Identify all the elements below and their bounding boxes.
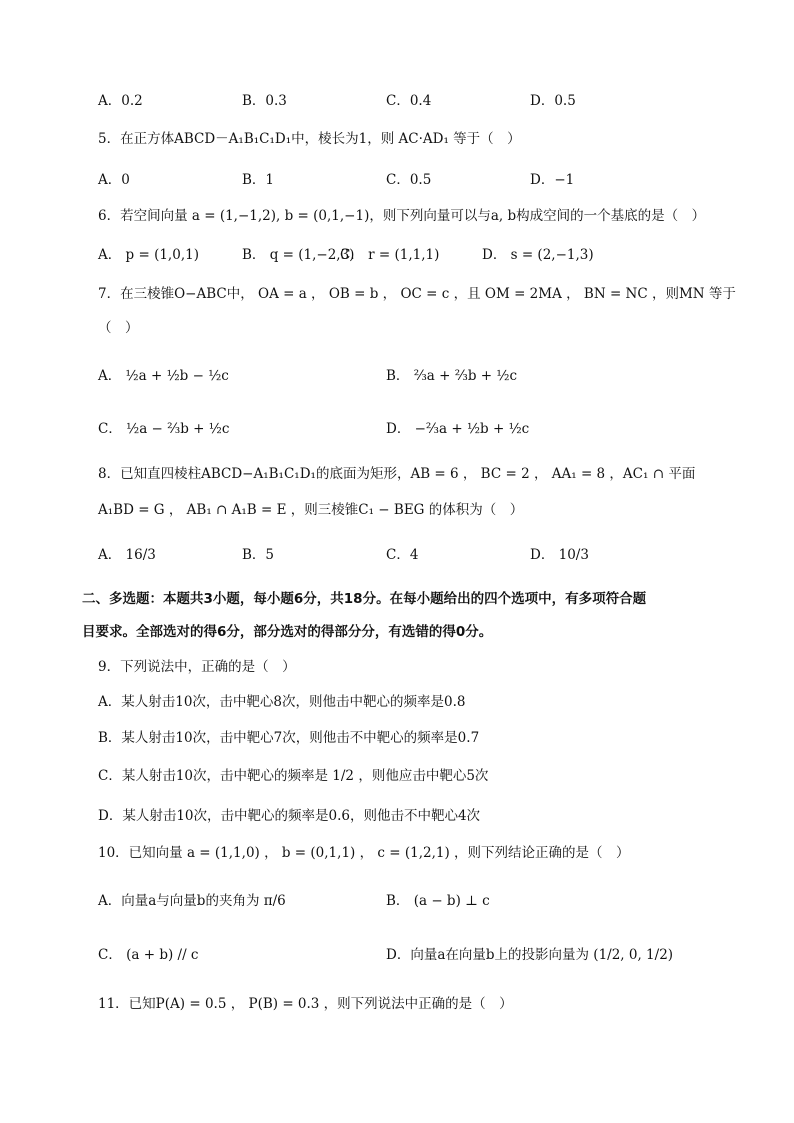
- q6-option-d: D． s = (2,−1,3): [482, 247, 594, 263]
- q8-option-d: D． 10/3: [530, 547, 589, 563]
- q9-option-b: B．某人射击10次，击中靶心7次，则他击不中靶心的频率是0.7: [98, 730, 480, 746]
- q4-option-b: B．0.3: [242, 93, 287, 109]
- q10-option-a: A．向量a与向量b的夹角为 π/6: [98, 893, 286, 909]
- q7-paren: （ ）: [98, 320, 139, 336]
- q6-option-b: B． q = (1,−2,3): [242, 247, 355, 263]
- q7-option-b: B． ⅔a + ⅔b + ½c: [386, 368, 518, 384]
- q6-option-c: C． r = (1,1,1): [340, 247, 440, 263]
- q7-option-a: A． ½a + ½b − ½c: [98, 368, 229, 384]
- q6-option-a: A． p = (1,0,1): [98, 247, 199, 263]
- q10-option-b: B． (a − b) ⊥ c: [386, 893, 490, 909]
- q8-option-c: C．4: [386, 547, 419, 563]
- q5-stem: 5．在正方体ABCD－A₁B₁C₁D₁中，棱长为1，则 AC·AD₁ 等于（ ）: [98, 131, 521, 147]
- q10-stem: 10．已知向量 a = (1,1,0) ， b = (0,1,1) ， c = (1,2,1) ，则下列结论正确的是（ ）: [98, 845, 630, 861]
- q7-option-d: D． −⅔a + ½b + ½c: [386, 421, 530, 437]
- q11-stem: 11．已知P(A) = 0.5 ， P(B) = 0.3 ，则下列说法中正确的是（ ）: [98, 996, 513, 1012]
- q5-option-d: D．−1: [530, 172, 575, 188]
- q5-option-c: C．0.5: [386, 172, 432, 188]
- section2-heading-line2: 目要求。全部选对的得6分，部分选对的得部分分，有选错的得0分。: [82, 624, 493, 640]
- q8-option-b: B．5: [242, 547, 275, 563]
- q8-stem-line2: A₁BD = G ， AB₁ ∩ A₁B = E ，则三棱锥C₁ − BEG 的体积为（ ）: [98, 502, 524, 518]
- q9-option-a: A．某人射击10次，击中靶心8次，则他击中靶心的频率是0.8: [98, 694, 466, 710]
- q8-option-a: A． 16/3: [98, 547, 156, 563]
- q6-stem: 6．若空间向量 a = (1,−1,2), b = (0,1,−1)，则下列向量可以与a, b构成空间的一个基底的是（ ）: [98, 208, 706, 224]
- q7-stem: 7．在三棱锥O−ABC中， OA = a ， OB = b ， OC = c ，且 OM = 2MA ， BN = NC ，则MN 等于: [98, 286, 736, 302]
- q7-option-c: C． ½a − ⅔b + ½c: [98, 421, 230, 437]
- q4-option-a: A．0.2: [98, 93, 143, 109]
- q8-stem-line1: 8．已知直四棱柱ABCD−A₁B₁C₁D₁的底面为矩形，AB = 6 ， BC = 2 ， AA₁ = 8 ，AC₁ ∩ 平面: [98, 466, 696, 482]
- q10-option-c: C． (a + b) // c: [98, 947, 199, 963]
- section2-heading-line1: 二、多选题：本题共3小题，每小题6分，共18分。在每小题给出的四个选项中，有多项符合题: [82, 591, 647, 607]
- q9-option-c: C．某人射击10次，击中靶心的频率是 1/2 ，则他应击中靶心5次: [98, 768, 489, 784]
- q5-option-b: B．1: [242, 172, 275, 188]
- q4-option-d: D．0.5: [530, 93, 576, 109]
- q4-option-c: C．0.4: [386, 93, 432, 109]
- q10-option-d: D．向量a在向量b上的投影向量为 (1/2, 0, 1/2): [386, 947, 674, 963]
- q5-option-a: A．0: [98, 172, 130, 188]
- q9-stem: 9．下列说法中，正确的是（ ）: [98, 659, 296, 675]
- q9-option-d: D．某人射击10次，击中靶心的频率是0.6，则他击不中靶心4次: [98, 808, 481, 824]
